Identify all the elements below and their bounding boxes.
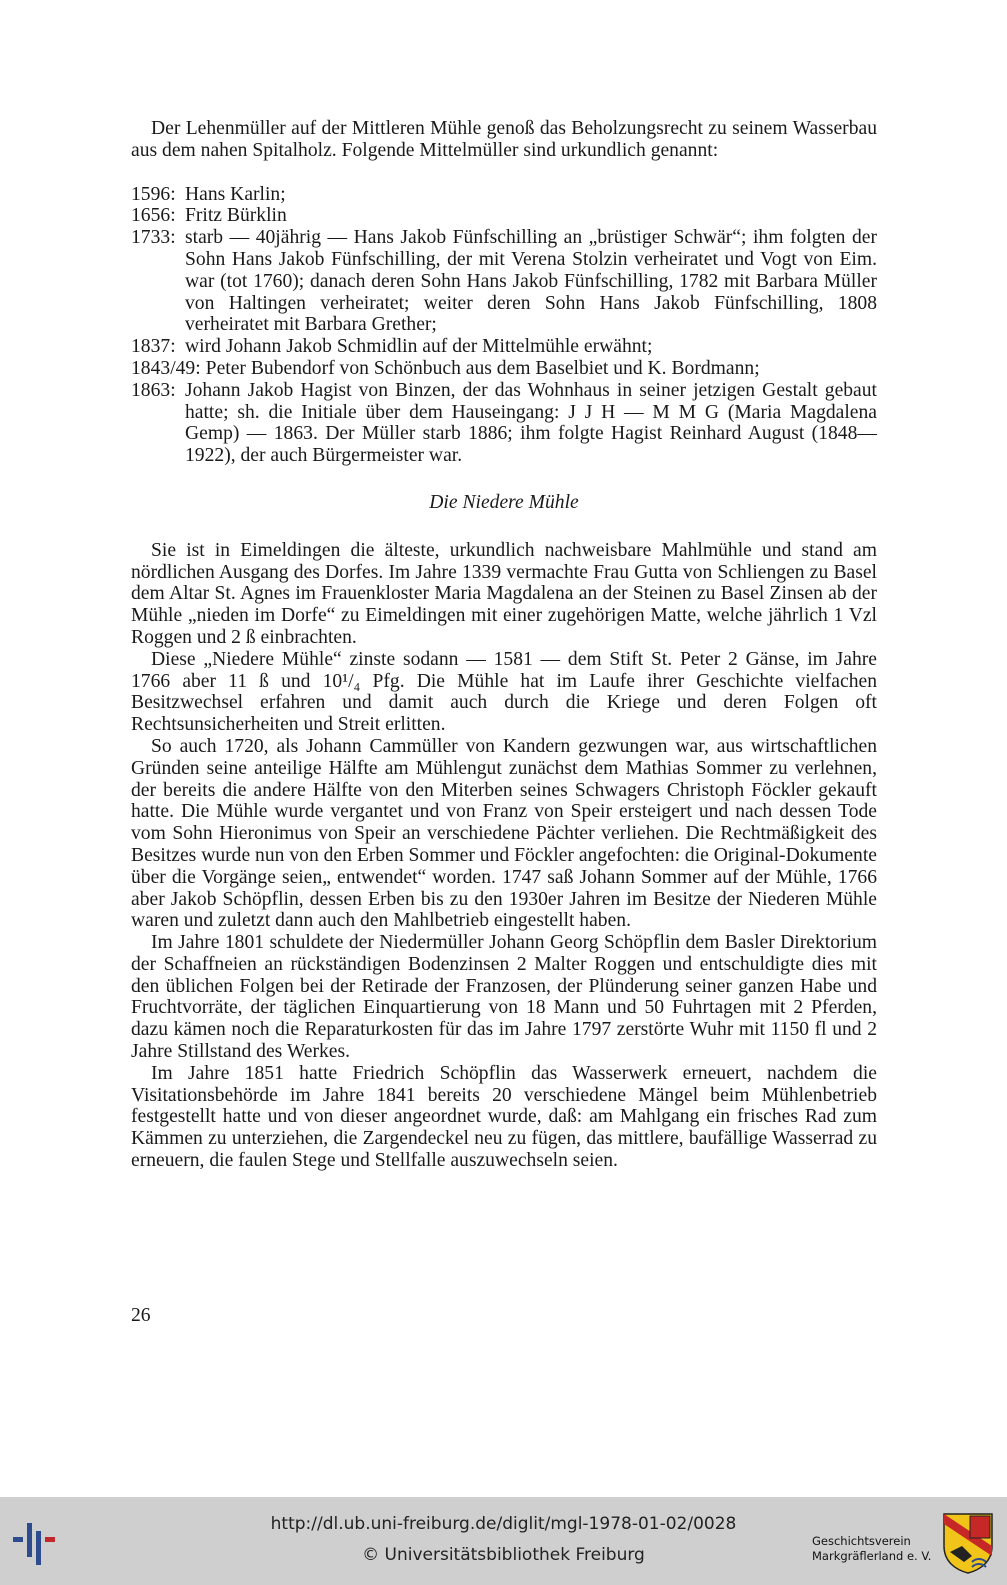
chronicle-year: 1656: — [131, 205, 176, 227]
intro-paragraph: Der Lehenmüller auf der Mittleren Mühle genoß das Beholzungsrecht zu seinem Wasserbau aus dem nahen Spitalholz. Folgende Mittelmüller sind urkundlich genannt: — [131, 118, 877, 161]
chronicle-text: Fritz Bürklin — [185, 205, 287, 227]
chronicle-text: Peter Bubendorf von Schönbuch aus dem Baselbiet und K. Bordmann; — [205, 357, 760, 379]
chronicle-year: 1596: — [131, 183, 176, 205]
body-paragraph: Im Jahre 1851 hatte Friedrich Schöpflin das Wasserwerk erneuert, nachdem die Visitationsbehörde im Jahre 1841 bereits 20 verschiedene Mängel beim Mühlenbetrieb festgestellt hatte und von dieser angeordnet wurde, daß: am Mahlgang ein frisches Rad zum Kämmen zu unterziehen, die Zargendeckel neu zu fügen, das mittlere, baufällige Wasserrad zu erneuern, die faulen Stege und Stellfalle auszuwechseln seien. — [131, 1062, 877, 1172]
section-heading: Die Niedere Mühle — [429, 491, 579, 513]
chronicle-year: 1837: — [131, 336, 176, 358]
viewer-footer — [0, 1497, 1007, 1585]
chronicle-entry — [131, 336, 877, 358]
chronicle-text: wird Johann Jakob Schmidlin auf der Mittelmühle erwähnt; — [185, 336, 653, 358]
chronicle-entry — [131, 358, 877, 380]
chronicle-entry — [131, 184, 877, 206]
society-name-line: Geschichtsverein — [812, 1534, 911, 1548]
coat-of-arms-icon[interactable] — [942, 1512, 994, 1574]
copyright-text: © Universitätsbibliothek Freiburg — [362, 1545, 645, 1565]
society-name — [812, 1534, 931, 1564]
chronicle-text: starb — 40jährig — Hans Jakob Fünfschilling an „brüstiger Schwär“; ihm folgten der Sohn Hans Jakob Fünfschilling, der mit Verena Stolzin verheiratet und Vogt von Eim. war (tot 1760); danach deren Sohn Hans Jakob Fünfschilling, 1782 mit Barbara Müller von Haltingen verheiratet; weiter deren Sohn Hans Jakob Fünfschilling, 1808 verheiratet mit Barbara Grether; — [185, 227, 877, 336]
society-name-line: Markgräflerland e. V. — [812, 1549, 932, 1563]
document-url-link[interactable]: http://dl.ub.uni-freiburg.de/diglit/mgl-1978-01-02/0028 — [270, 1514, 737, 1534]
chronicle-text: Johann Jakob Hagist von Binzen, der das Wohnhaus in seiner jetzigen Gestalt gebaut hatte; sh. die Initiale über dem Hauseingang: J J H — M M G (Maria Magdalena Gemp) — 1863. Der Müller starb 1886; ihm folgte Hagist Reinhard August (1848—1922), der auch Bürgermeister war. — [185, 379, 877, 467]
chronicle-year: 1733: — [131, 227, 176, 249]
chronicle-entry — [131, 380, 877, 467]
chronicle-year: 1863: — [131, 379, 176, 401]
chronicle-year: 1843/49: — [131, 357, 201, 379]
chronicle-text: Hans Karlin; — [185, 183, 286, 205]
document-page — [131, 118, 877, 1172]
chronicle-entry — [131, 205, 877, 227]
body-paragraph: Diese „Niedere Mühle“ zinste sodann — 1581 — dem Stift St. Peter 2 Gänse, im Jahre 1766 aber 11 ß und 10¹/₄ Pfg. Die Mühle hat im Laufe ihrer Geschichte vielfachen Besitzwechsel erfahren und damit auch durch die Kriege und deren Folgen oft Rechtsunsicherheiten und Streit erlitten. — [131, 648, 877, 736]
body-paragraph: Sie ist in Eimeldingen die älteste, urkundlich nachweisbare Mahlmühle und stand am nördlichen Ausgang des Dorfes. Im Jahre 1339 vermachte Frau Gutta von Schliengen zu Basel dem Altar St. Agnes im Frauenkloster Maria Magdalena an der Steinen zu Basel Zinsen ab der Mühle „nieden im Dorfe“ zu Eimeldingen mit einer zugehörigen Matte, welche jährlich 1 Vzl Roggen und 2 ß einbrachten. — [131, 539, 877, 648]
chronicle-entry — [131, 227, 877, 336]
body-paragraph: So auch 1720, als Johann Cammüller von Kandern gezwungen war, aus wirtschaftlichen Gründen seine anteilige Hälfte am Mühlengut zunächst dem Mathias Sommer zu verlehnen, der bereits die andere Hälfte von den Miterben seines Schwagers Christoph Föckler gekauft hatte. Die Mühle wurde vergantet und von Franz von Speir ersteigert und nach dessen Tode vom Sohn Hieronimus von Speir an verschiedene Pächter verliehen. Die Rechtmäßigkeit des Besitzes wurde nun von den Erben Sommer und Föckler angefochten: die Original-Dokumente über die Vorgänge seien„ entwendet“ worden. 1747 saß Johann Sommer auf der Mühle, 1766 aber Jakob Schöpflin, dessen Erben bis zu den 1930er Jahren im Besitze der Niederen Mühle waren und zuletzt dann auch den Mahlbetrieb eingestellt haben. — [131, 735, 877, 932]
miller-chronicle-list — [131, 184, 877, 467]
body-paragraph: Im Jahre 1801 schuldete der Niedermüller Johann Georg Schöpflin dem Basler Direktorium der Schaffneien an rückständigen Bodenzinsen 2 Malter Roggen und entschuldigte dies mit den üblichen Folgen bei der Retirade der Franzosen, der Plünderung seiner ganzen Habe und Fruchtvorräte, der täglichen Einquartierung von 18 Mann und 50 Fuhrtagen mit 2 Pferden, dazu kämen noch die Reparaturkosten für das im Jahre 1797 zerstörte Wuhr mit 1150 fl und 2 Jahre Stillstand des Werkes. — [131, 932, 877, 1063]
page-number: 26 — [131, 1305, 151, 1326]
